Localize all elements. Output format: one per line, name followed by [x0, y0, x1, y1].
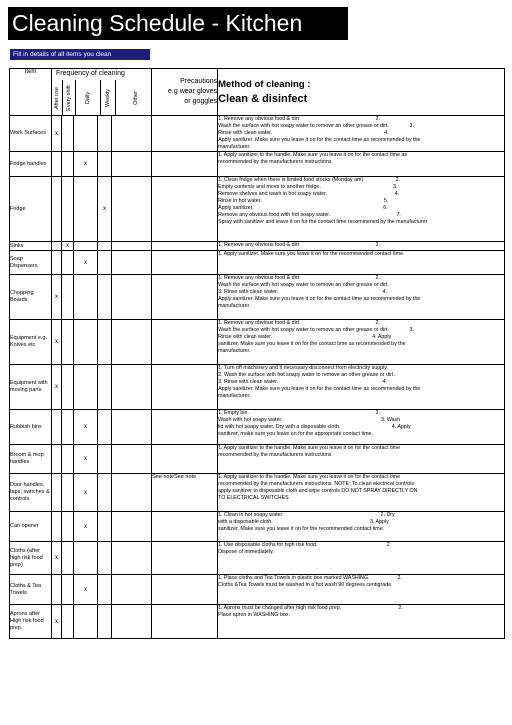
frequency-mark	[52, 575, 62, 605]
method-line: 1. Apply sanitizer to the handle. Make sure you leave it on for the contact time	[218, 474, 401, 480]
table-row	[10, 275, 505, 320]
frequency-mark	[62, 542, 74, 575]
method-line: Cloths &Tea Towels must be washed in a hot wash 90 degrees centigrade.	[218, 582, 393, 588]
precaution-note	[152, 152, 218, 177]
method-line: manufacturer.	[218, 303, 251, 309]
method-line: recommended by the manufacturers instructions	[218, 159, 332, 165]
method-text	[218, 542, 505, 575]
table-row	[10, 410, 505, 445]
frequency-mark	[62, 365, 74, 410]
frequency-mark	[62, 512, 74, 542]
frequency-mark	[52, 251, 62, 275]
frequency-mark	[112, 116, 152, 152]
frequency-mark	[62, 116, 74, 152]
frequency-mark	[74, 542, 98, 575]
frequency-mark	[98, 242, 112, 251]
frequency-mark	[112, 542, 152, 575]
method-line: sanitizer. Make sure you leave it on for the recommended contact time.	[218, 526, 385, 532]
method-line: TO ELECTRICAL SWITCHES	[218, 495, 289, 501]
method-line: Remove any obvious food with hot soapy water. 7.	[218, 212, 401, 218]
method-line: 1. Clean in hot soapy water. 2. Dry	[218, 512, 395, 518]
precaution-note	[152, 410, 218, 445]
item-name: Rubbish bins	[10, 410, 52, 445]
frequency-mark	[74, 275, 98, 320]
table-row	[10, 365, 505, 410]
frequency-mark	[112, 152, 152, 177]
frequency-mark	[62, 177, 74, 242]
method-line: 1. Remove any obvious food & dirt 2.	[218, 320, 380, 326]
method-text	[218, 445, 505, 474]
method-line: 1. Apply sanitizer. Make sure you leave it on for the recommended contact time.	[218, 251, 405, 257]
frequency-mark	[98, 275, 112, 320]
method-line: Remove shelves and wash in hot soapy water. 4.	[218, 191, 400, 197]
item-name: Cloths & Tea Towels	[10, 575, 52, 605]
frequency-mark	[62, 410, 74, 445]
frequency-mark	[52, 242, 62, 251]
precaution-note	[152, 365, 218, 410]
frequency-mark	[98, 152, 112, 177]
method-line: 1. Turn off machinery and if necessary disconnect from electricity supply.	[218, 365, 389, 371]
method-line: recommended by the manufacturers instructions	[218, 452, 332, 458]
frequency-mark	[62, 605, 74, 639]
precaution-note	[152, 320, 218, 365]
method-line: lid with hot soapy water. Dry with a disposable cloth. 4. Apply	[218, 424, 411, 430]
frequency-mark	[112, 445, 152, 474]
frequency-label: Frequency of cleaning	[56, 70, 125, 77]
frequency-mark	[112, 474, 152, 512]
precaution-note	[152, 605, 218, 639]
method-text	[218, 177, 505, 242]
freq-col-other: Other	[115, 80, 152, 115]
frequency-mark: x	[98, 177, 112, 242]
frequency-mark: x	[74, 575, 98, 605]
frequency-header	[52, 69, 152, 116]
page-title: Cleaning Schedule - Kitchen	[8, 7, 348, 40]
item-header: Item	[10, 69, 52, 116]
frequency-mark: x	[52, 116, 62, 152]
method-line: Rinse in hot water. 5.	[218, 198, 389, 204]
method-line: Wash the surface with hot soapy water to remove an other grease or dirt. 3.	[218, 327, 414, 333]
method-line: 2. Wash the surface with hot soapy water to remove an other grease or dirt.	[218, 372, 395, 378]
item-name: Equipment e.g. Knives etc	[10, 320, 52, 365]
method-line: 1. Remove any obvious food & dirt 2.	[218, 116, 380, 122]
frequency-mark	[74, 320, 98, 365]
precaution-note	[152, 116, 218, 152]
instruction-banner: Fill in details of all items you clean	[10, 49, 150, 60]
frequency-mark	[98, 320, 112, 365]
table-row	[10, 605, 505, 639]
item-name: Broom & mop handles	[10, 445, 52, 474]
frequency-mark	[112, 177, 152, 242]
method-line: 1. Apply sanitizer to the handle. Make sure you leave it on for the contact time	[218, 445, 401, 451]
item-name: Door handles, taps, switches & controls	[10, 474, 52, 512]
frequency-mark	[62, 445, 74, 474]
method-line: Rinse with clean water. 4.	[218, 130, 389, 136]
frequency-mark	[112, 320, 152, 365]
precaution-note	[152, 177, 218, 242]
method-header: Method of cleaning : Clean & disinfect	[218, 69, 505, 116]
table-row	[10, 474, 505, 512]
method-line: Apply sanitizer. Make sure you leave it on for the contact time as recommended by the	[218, 137, 421, 143]
precaution-note	[152, 242, 218, 251]
method-text	[218, 605, 505, 639]
method-line: 1. Aprons must be changed after high risk food prep. 2.	[218, 605, 403, 611]
item-name: Cloths (after high risk food prep)	[10, 542, 52, 575]
frequency-mark	[52, 410, 62, 445]
frequency-mark	[98, 605, 112, 639]
method-line: 1. Use disposable cloths for high risk food. 2.	[218, 542, 392, 548]
method-line: Apply sanitizer. Make sure you leave it on for the contact time as recommended by the	[218, 386, 421, 392]
method-line: Empty contents and move to another fridge. 3.	[218, 184, 398, 190]
method-text	[218, 512, 505, 542]
table-row	[10, 116, 505, 152]
frequency-mark	[112, 365, 152, 410]
item-name: Soap Dispensers	[10, 251, 52, 275]
method-text	[218, 242, 505, 251]
precaution-note	[152, 445, 218, 474]
precaution-note	[152, 575, 218, 605]
method-line: Dispose of immediately.	[218, 549, 274, 555]
frequency-mark: x	[74, 410, 98, 445]
frequency-mark	[98, 474, 112, 512]
frequency-mark	[52, 474, 62, 512]
frequency-mark	[74, 177, 98, 242]
method-text	[218, 575, 505, 605]
method-line: recommended by the manufacturers instructions. NOTE: To clean electrical controls	[218, 481, 415, 487]
frequency-mark: x	[74, 512, 98, 542]
item-name: Sinks	[10, 242, 52, 251]
method-line: sanitizer, make sure you leave on for the appropriate contact time.	[218, 431, 373, 437]
frequency-mark	[52, 445, 62, 474]
frequency-mark	[112, 410, 152, 445]
item-name: Aprons after High risk food prep	[10, 605, 52, 639]
precaution-note	[152, 251, 218, 275]
frequency-mark	[112, 251, 152, 275]
frequency-mark	[98, 116, 112, 152]
precaution-note	[152, 512, 218, 542]
freq-col-daily: Daily	[75, 80, 100, 115]
method-line: 3. Rinse with clean water. 4.	[218, 379, 388, 385]
method-text	[218, 152, 505, 177]
method-text	[218, 320, 505, 365]
method-line: 1. Clean fridge when there is limited food stocks (Monday am) 2.	[218, 177, 400, 183]
method-line: Wash the surface with hot soapy water to remove an other grease or dirt. 3.	[218, 123, 414, 129]
table-row	[10, 512, 505, 542]
frequency-mark: x	[52, 365, 62, 410]
method-line: 1. Remove any obvious food & dirt 2.	[218, 275, 380, 281]
frequency-mark	[98, 445, 112, 474]
frequency-mark: x	[74, 445, 98, 474]
method-line: Apply sanitizer. Make sure you leave it on for the contact time as recommended by the	[218, 296, 421, 302]
frequency-mark	[98, 512, 112, 542]
table-row	[10, 242, 505, 251]
method-line: manufacturer.	[218, 393, 251, 399]
table-row	[10, 320, 505, 365]
method-text	[218, 116, 505, 152]
frequency-mark	[62, 275, 74, 320]
item-name: Fridge	[10, 177, 52, 242]
method-line: Place apron in WASHING box.	[218, 612, 290, 618]
frequency-mark	[112, 605, 152, 639]
frequency-mark: x	[74, 152, 98, 177]
method-line: 1. Empty bin. 2.	[218, 410, 380, 416]
frequency-mark: x	[74, 251, 98, 275]
frequency-mark	[52, 512, 62, 542]
precautions-header: Precautions e.g wear gloves or goggles	[152, 69, 218, 116]
frequency-mark	[98, 575, 112, 605]
frequency-mark	[62, 474, 74, 512]
frequency-mark	[74, 242, 98, 251]
frequency-mark	[62, 152, 74, 177]
frequency-mark	[98, 365, 112, 410]
frequency-mark	[112, 275, 152, 320]
frequency-mark	[74, 116, 98, 152]
item-name: Can opener	[10, 512, 52, 542]
frequency-mark	[62, 320, 74, 365]
method-text	[218, 275, 505, 320]
method-line: Apply sanitizer. 6.	[218, 205, 388, 211]
freq-col-weekly: Weekly	[100, 80, 115, 115]
table-row	[10, 251, 505, 275]
precaution-note	[152, 275, 218, 320]
table-row	[10, 177, 505, 242]
method-line: 1. Place cloths and Tea Towels in plastic box marked WASHING. 2.	[218, 575, 402, 581]
method-line: Rinse with clean water. 4. Apply	[218, 334, 392, 340]
item-name: Work Surfaces	[10, 116, 52, 152]
frequency-mark	[98, 542, 112, 575]
method-text	[218, 474, 505, 512]
method-line: sanitizer. Make sure you leave it on for the contact time as recommended by the	[218, 341, 406, 347]
frequency-mark: x	[74, 474, 98, 512]
frequency-mark	[74, 605, 98, 639]
precaution-note: See noteSee note	[152, 474, 218, 512]
frequency-mark: x	[52, 605, 62, 639]
frequency-mark	[98, 410, 112, 445]
method-line: 3. Rinse with clean water. 4.	[218, 289, 388, 295]
table-row	[10, 152, 505, 177]
method-text	[218, 410, 505, 445]
precaution-note	[152, 542, 218, 575]
method-text	[218, 251, 505, 275]
frequency-mark: x	[52, 275, 62, 320]
frequency-mark: x	[52, 542, 62, 575]
method-line: Wash the surface with hot soapy water to remove an other grease or dirt.	[218, 282, 389, 288]
method-line: Wash with hot soapy water. 3. Wash	[218, 417, 401, 423]
table-row	[10, 575, 505, 605]
method-line: 1. Apply sanitizer to the handle. Make sure you leave it on for the contact time as	[218, 152, 408, 158]
frequency-mark	[74, 365, 98, 410]
item-name: Equipment with moving parts	[10, 365, 52, 410]
method-line: manufacturer.	[218, 348, 251, 354]
frequency-mark	[52, 177, 62, 242]
frequency-mark	[62, 575, 74, 605]
method-line: Spray with sanitizer and leave it on for the contact time recommened by the manufacturer	[218, 219, 428, 225]
method-line: 1. Remove any obvious food & dirt 2.	[218, 242, 380, 248]
item-name: Chopping Boards	[10, 275, 52, 320]
method-line: manufacturer.	[218, 144, 251, 150]
table-row	[10, 445, 505, 474]
item-name: Fridge handles	[10, 152, 52, 177]
frequency-mark	[112, 575, 152, 605]
cleaning-schedule-table	[9, 68, 505, 639]
frequency-mark	[98, 251, 112, 275]
method-text	[218, 365, 505, 410]
frequency-mark	[52, 152, 62, 177]
frequency-mark	[112, 512, 152, 542]
frequency-mark: x	[52, 320, 62, 365]
table-row	[10, 542, 505, 575]
freq-col-every-shift: Every shift	[62, 80, 75, 115]
freq-col-after-use: After use	[54, 86, 60, 109]
frequency-mark	[112, 242, 152, 251]
method-line: with a disposable cloth. 3. Apply	[218, 519, 389, 525]
frequency-mark	[62, 251, 74, 275]
method-line: apply sanitizer to disposable cloth and wipe controls DO NOT SPRAY DIRECTLY ON	[218, 488, 418, 494]
frequency-mark: x	[62, 242, 74, 251]
